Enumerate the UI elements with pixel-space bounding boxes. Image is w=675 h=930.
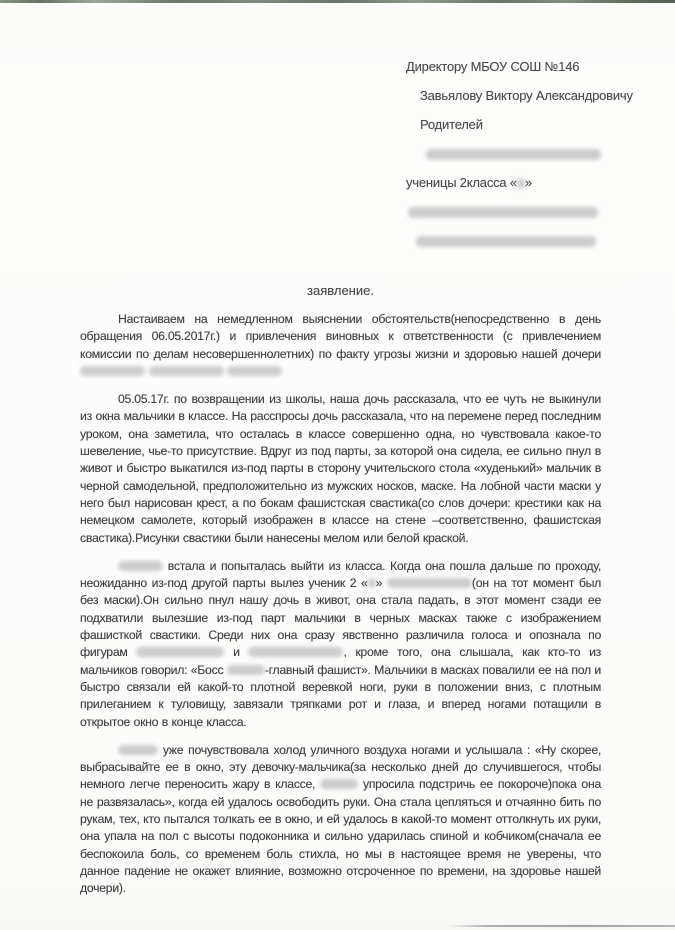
text-run: (он на тот момент был без маски).Он сильно пнул нашу дочь в живот, она стала падать, в этот момент сзади ее подхватили вылезшие из-под парт мальчики в черных масках также с изображением фашисткой свастики. Среди них она сразу явственно различила голоса и опознала по фигурам	[80, 576, 601, 660]
header-line	[406, 52, 633, 81]
redacted-text	[426, 149, 601, 160]
redacted-text	[320, 779, 358, 789]
redacted-text	[416, 236, 596, 247]
scan-edge-top	[0, 0, 675, 3]
redacted-text	[118, 561, 163, 571]
redacted-text	[80, 366, 145, 376]
header-line	[420, 110, 633, 139]
header-line	[426, 139, 633, 168]
text-run: , кроме того, она слышала, как кто-то из мальчиков говорил: «Босс	[80, 645, 601, 677]
letter-title: заявление.	[307, 283, 374, 298]
text-run: Директору МБОУ СОШ №146	[406, 59, 580, 74]
redacted-text	[248, 647, 343, 657]
text-run: Родителей	[420, 117, 483, 132]
redacted-text	[227, 366, 282, 376]
scan-edge-bottom	[448, 925, 675, 927]
letter-body	[80, 311, 601, 909]
text-run: »	[375, 576, 387, 591]
header-line	[420, 81, 633, 110]
redacted-text	[408, 207, 598, 218]
redacted-text	[387, 578, 472, 588]
header-line	[406, 168, 633, 197]
redacted-text	[227, 665, 265, 675]
letter-header	[406, 52, 633, 255]
text-run: Настаиваем на немедленном выяснении обстоятельств(непосредственно в день обращения 06.05.2017г.) и привлечения виновных к ответственности (с привлечением комиссии по делам несовершеннолетних) по факту угрозы жизни и здоровью нашей дочери	[80, 312, 601, 361]
text-run: и	[224, 645, 249, 660]
text-run: ученицы 2класса «	[406, 175, 517, 190]
redacted-text	[136, 647, 224, 657]
text-run: -главный фашист». Мальчики в масках повалили ее на пол и быстро связали ей какой-то плотной веревкой ноги, руки в положении вниз, с плотным прилеганием к туловищу, завязали тряпками рот и глаза, и вперед ногами потащили в открытое окно в конце класса.	[80, 662, 601, 729]
text-run: »	[524, 175, 532, 190]
header-line	[416, 226, 633, 255]
redacted-text	[368, 578, 376, 588]
redacted-text	[517, 178, 525, 189]
header-line	[408, 197, 633, 226]
text-run: 05.05.17г. по возвращении из школы, наша дочь рассказала, что ее чуть не выкинули из окна мальчики в классе. На расспросы дочь рассказала, что на перемене перед последним уроком, она заметила, что осталась в классе совершенно одна, но чувствовала какое-то шевеление, чье-то присутствие. Вдруг из под парты, за которой она сидела, ее сильно пнул в живот и быстро выкатился из-под парты в сторону учительского стола «худенький» мальчик в черной самодельной, предположительно из мужских носков, маске. На лобной части маски у него был нарисован крест, а по бокам фашистская свастика(со слов дочери: крестики как на немецком самолете, который изображен в классе на стене –соответственно, фашистская свастика).Рисунки свастики были нанесены мелом или белой краской.	[80, 392, 601, 545]
text-run: упросила подстричь ее покороче)пока она не развязалась», когда ей удалось освободить руки. Она стала цепляться и отчаянно бить по рукам, тех, кто пытался толкать ее в окно, и ей удалось в какой-то момент оттолкнуть их руки, она упала на пол с высоты подоконника и сильно ударилась спиной и кобчиком(сначала ее беспокоила боль, со временем боль стихла, но мы в настоящее время не уверены, что данное падение не окажет влияние, возможно отсроченное по времени, на здоровье нашей дочери).	[80, 777, 602, 896]
text-run: встала и попыталась выйти из класса. Когда она пошла дальше по проходу, неожиданно из-под другой парты вылез ученик 2 «	[80, 558, 601, 591]
letter-paragraph	[80, 391, 601, 547]
redacted-text	[118, 745, 158, 755]
text-run: уже почувствовала холод уличного воздуха ногами и услышала : «Ну скорее, выбрасывайте ее в окно, эту девочку-мальчика(за несколько дней до случившегося, чтобы немного легче переносить жару в классе,	[80, 742, 601, 792]
redacted-text	[149, 366, 224, 376]
letter-paragraph	[80, 558, 601, 731]
letter-paragraph	[80, 311, 601, 380]
letter-paragraph	[80, 742, 601, 898]
text-run: Завьялову Виктору Александровичу	[420, 88, 633, 103]
